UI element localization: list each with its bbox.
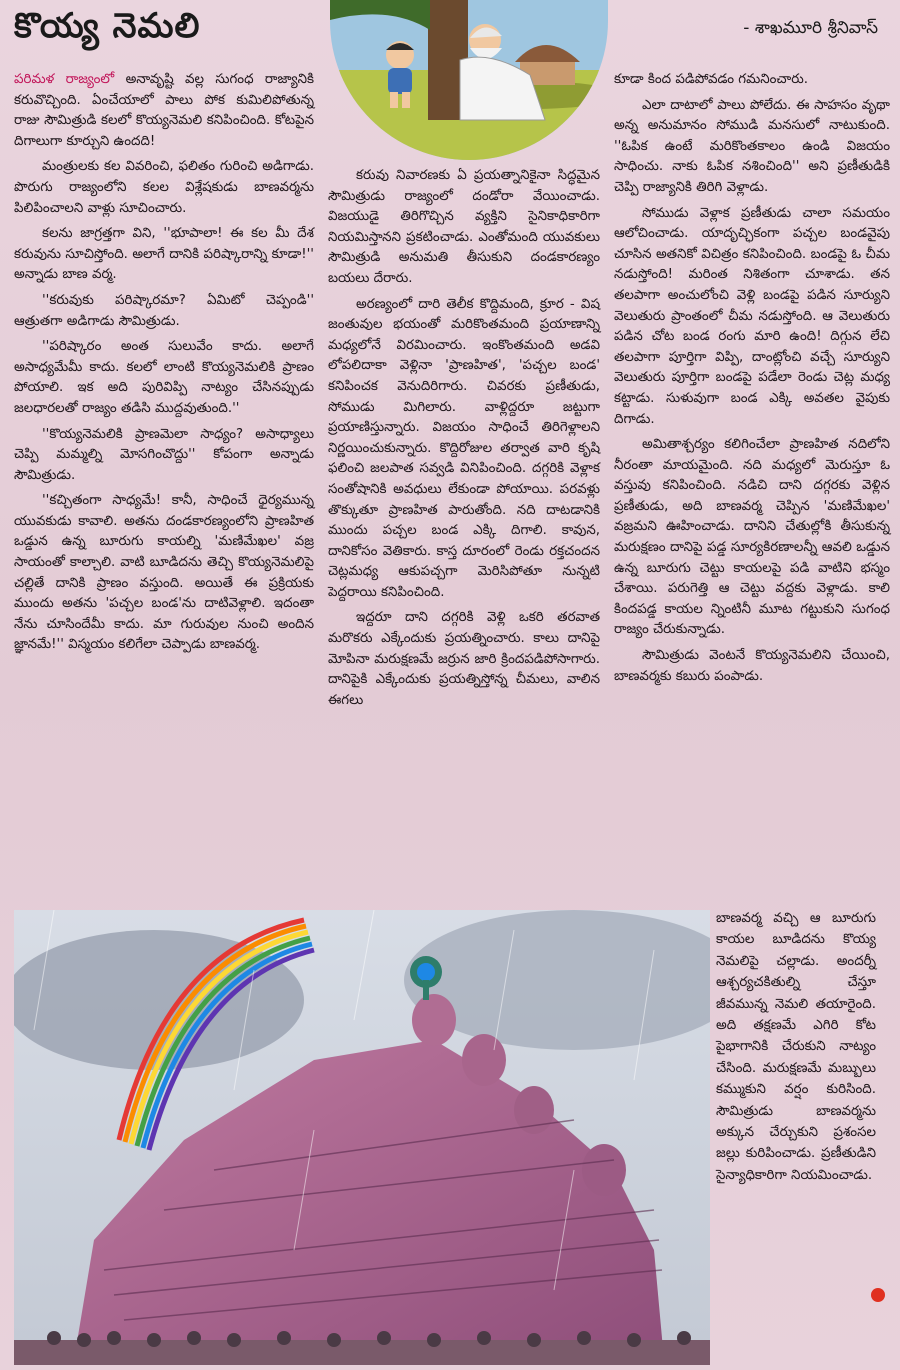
paragraph: ఎలా దాటాలో పాలు పోలేదు. ఈ సాహసం వృథా అన్న అనుమానం సోముడి మనసులో నాటుకుంది. ''ఓపిక ఉంటే మరికొంతకాలం ఉండి విజయం సాధించు. నాకు ఓపిక నశించింది'' అని ప్రణీతుడికి చెప్పి రాజ్యానికి తిరిగి వెళ్లాడు. xyxy=(614,97,890,195)
column-4 xyxy=(716,908,876,1191)
boy-and-elder-illustration xyxy=(330,0,608,160)
paragraph-text: అనావృష్టి వల్ల సుగంధ రాజ్యానికి కరువొచ్చింది. ఏంచేయాలో పాలు పోక కుమిలిపోతున్న రాజు సౌమిత్రుడి కలలో కొయ్యనెమలి కనిపించింది. కోటపైన దిగాలుగా కూర్చుని ఉందది! xyxy=(14,72,314,149)
paragraph: కూడా కింద పడిపోవడం గమనించారు. xyxy=(614,72,809,87)
story-end-mark xyxy=(871,1288,885,1302)
top-illustration xyxy=(330,0,608,160)
paragraph: ''పరిష్కారం అంత సులువేం కాదు. అలాగే అసాధ్యమేమీ కాదు. కలలో లాంటి కొయ్యనెమలికి ప్రాణం పోయాలి. ఇక అది పురివిప్పి నాట్యం చేసినప్పుడు జలధారలతో రాజ్యం తడిసి ముద్దవుతుంది.'' xyxy=(14,339,314,416)
paragraph: సౌమిత్రుడు వెంటనే కొయ్యనెమలిని చేయించి, బాణవర్మకు కబురు పంపాడు. xyxy=(614,648,890,684)
paragraph: ''కచ్చితంగా సాధ్యమే! కానీ, సాధించే ధైర్యమున్న యువకుడు కావాలి. అతను దండకారణ్యంలోని ప్రాణహిత ఒడ్డున ఉన్న బూరుగు కాయల్ని 'మణిమేఖల' వజ్ర సాయంతో కాల్చాలి. వాటి బూడిదను తెచ్చి కొయ్యనెమలిపై చల్లితే దానికి ప్రాణం వస్తుంది. అయితే ఈ ప్రక్రియకు ముందు అతను 'పచ్చల బండ'ను దాటివెళ్లాలి. ఇదంతా నేను చూసిందేమీ కాదు. మా గురువుల నుంచి అందిన జ్ఞానమే!'' విస్మయం కలిగేలా చెప్పాడు బాణవర్మ. xyxy=(14,493,314,653)
paragraph: కరువు నివారణకు ఏ ప్రయత్నానికైనా సిద్ధమైన సౌమిత్రుడు రాజ్యంలో దండోరా వేయించాడు. విజయుడై తిరిగొచ్చిన వ్యక్తిని సైనికాధికారిగా నియమిస్తానని ప్రకటించాడు. ఎంతోమంది యువకులు సౌమిత్రుడి అనుమతి తీసుకుని దండకారణ్యం బయలు దేరారు. xyxy=(328,168,600,286)
column-1 xyxy=(14,70,314,661)
opening-words: పరిమళ రాజ్యంలో xyxy=(14,72,115,87)
paragraph: ''కొయ్యనెమలికి ప్రాణమెలా సాధ్యం? అసాధ్యాలు చెప్పి మమ్మల్ని మోసగించొద్దు'' కోపంగా అన్నాడు సౌమిత్రుడు. xyxy=(14,426,314,483)
palace-rain-illustration xyxy=(14,910,710,1365)
column-3 xyxy=(614,70,890,692)
paragraph: ''కరువుకు పరిష్కారమా? ఏమిటో చెప్పండి'' ఆత్రుతగా అడిగాడు సౌమిత్రుడు. xyxy=(14,292,314,329)
paragraph: అరణ్యంలో దారి తెలీక కొద్దిమంది, క్రూర - విష జంతువుల భయంతో మరికొంతమంది ప్రయాణాన్ని మధ్యలోనే విరమించారు. ఇంకొంతమంది అడవి లోపలిదాకా వెళ్లినా 'ప్రాణహిత', 'పచ్చల బండ' కనిపించక వెనుదిరిగారు. చివరకు ప్రణీతుడు, సోముడు మిగిలారు. వాళ్లిద్దరూ జట్టుగా ప్రయాణిస్తున్నారు. విజయం సాధించే తిరిగెళ్లాలని నిర్ణయించుకున్నారు. కొద్దిరోజుల తర్వాత వారి కృషి ఫలించి జలపాత సవ్వడి వినిపించింది. దగ్గరికి వెళ్లాక సంతోషానికి అవధులు లేకుండా పోయాయి. పరవళ్లు తొక్కుతూ ప్రాణహిత పారుతోంది. నది దాటడానికి ముందు పచ్చల బండ ఎక్కి దిగాలి. కావున, దానికోసం వెతికారు. కాస్త దూరంలో రెండు రక్తచందన చెట్లమధ్య ఆకుపచ్చగా మెరిసిపోతూ నున్నటి పెద్దరాయి కనిపించింది. xyxy=(328,296,600,600)
paragraph: కలను జాగ్రత్తగా విని, ''భూపాలా! ఈ కల మీ దేశ కరువును సూచిస్తోంది. అలాగే దానికి పరిష్కారాన్ని కూడా!'' అన్నాడు బాణ వర్మ. xyxy=(14,226,314,283)
bottom-illustration xyxy=(14,910,710,1365)
paragraph: సోముడు వెళ్లాక ప్రణీతుడు చాలా సమయం ఆలోచించాడు. యాదృచ్ఛికంగా పచ్చల బండవైపు చూసిన అతనికో విచిత్రం కనిపించింది. బండపై ఓ చీమ నడుస్తోంది! మరింత నిశితంగా చూశాడు. తన తలపాగా అంచులోంచి వెళ్లి బండపై పడిన సూర్యుని వెలుతురు ప్రాంతంలో చీమ నడుస్తోంది. ఆ వెలుతురు పడిన చోట బండ రంగు మారి ఉంది! దిగ్గున లేచి తలపాగా పూర్తిగా విప్పి, దాంట్లోంచి వచ్చే సూర్యుని వెలుతురు పూర్తిగా బండపై పడేలా రెండు చెట్ల మధ్య కట్టాడు. సుళువుగా బండ ఎక్కి అవతల వైపుకు దిగాడు. xyxy=(614,205,890,427)
paragraph xyxy=(14,70,314,152)
column-2 xyxy=(328,166,600,716)
paragraph: మంత్రులకు కల వివరించి, ఫలితం గురించి అడిగాడు. పొరుగు రాజ్యంలోని కలల విశ్లేషకుడు బాణవర్మను పిలిపించాలని వాళ్లు సూచించారు. xyxy=(14,159,314,216)
paragraph: అమితాశ్చర్యం కలిగించేలా ప్రాణహిత నదిలోని నీరంతా మాయమైంది. నది మధ్యలో మెరుస్తూ ఓ వస్తువు కనిపించింది. నడిచి దాని దగ్గరకు వెళ్లిన ప్రణీతుడు, అది బాణవర్మ చెప్పిన 'మణిమేఖల' వజ్రమని ఊహించాడు. దానిని చేతుల్లోకి తీసుకున్న మరుక్షణం దానిపై పడ్డ సూర్యకిరణాలన్నీ ఆవలి ఒడ్డున ఉన్న బూరుగు చెట్టు కాయలపై పడి వాటిని భస్మం చేశాయి. పరుగెత్తి ఆ చెట్టు వద్దకు వెళ్లాడు. కాలి కిందపడ్డ కాయల న్నింటినీ మూట గట్టుకుని సుగంధ రాజ్యం చేరుకున్నాడు. xyxy=(614,437,890,638)
story-title: కొయ్య నెమలి xyxy=(14,6,201,46)
author-byline: - శాఖమూరి శ్రీనివాస్ xyxy=(743,18,878,38)
paragraph: బాణవర్మ వచ్చి ఆ బూరుగు కాయల బూడిదను కొయ్య నెమలిపై చల్లాడు. అందర్నీ ఆశ్చర్యచకితుల్ని చేస్తూ జీవమున్న నెమలి తయారైంది. అది తక్షణమే ఎగిరి కోట పైభాగానికి చేరుకుని నాట్యం చేసింది. మరుక్షణమే మబ్బులు కమ్ముకుని వర్షం కురిసింది. సౌమిత్రుడు బాణవర్మను అక్కున చేర్చుకుని ప్రశంసల జల్లు కురిపించాడు. ప్రణీతుడిని సైన్యాధికారిగా నియమించాడు. xyxy=(716,911,876,1183)
paragraph: ఇద్దరూ దాని దగ్గరికి వెళ్లి ఒకరి తరవాత మరొకరు ఎక్కేందుకు ప్రయత్నించారు. కాలు దానిపై మోపినా మరుక్షణమే జర్రున జారి క్రిందపడిపోసాగారు. దానిపైకి ఎక్కేందుకు ప్రయత్నిస్తోన్న చీమలు, వాలిన ఈగలు xyxy=(328,610,600,708)
